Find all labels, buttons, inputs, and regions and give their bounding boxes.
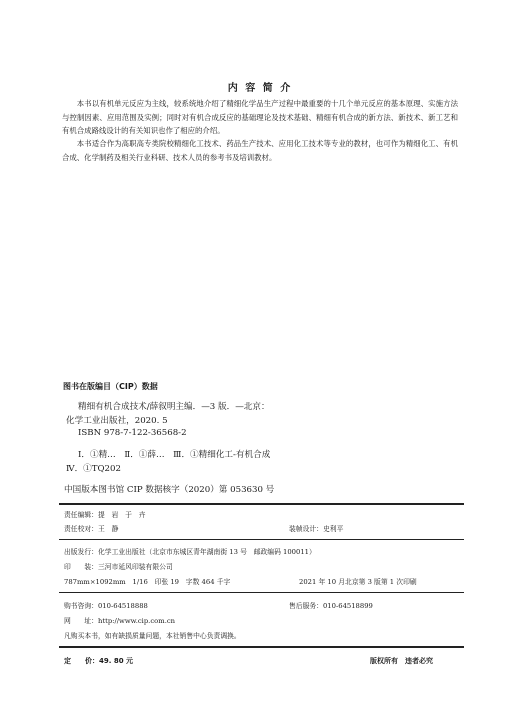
cip-record-number: 中国版本图书馆 CIP 数据核字（2020）第 053630 号	[64, 485, 275, 495]
proofreader-row	[64, 523, 118, 533]
divider-2	[59, 592, 464, 593]
cip-heading: 图书在版编目（CIP）数据	[63, 382, 158, 391]
website-row	[64, 615, 175, 625]
publisher-row	[64, 546, 316, 556]
editor-row	[64, 509, 146, 519]
price-value: 49. 80 元	[99, 657, 134, 665]
summary-paragraph-2: 本书适合作为高职高专类院校精细化工技术、药品生产技术、应用化工技术等专业的教材，也可作为精细化工、有机合成、化学制药及相关行业科研、技术人员的参考书及培训教材。	[62, 139, 458, 162]
price-row	[64, 656, 133, 666]
service-row	[289, 600, 373, 610]
divider-1	[59, 539, 464, 540]
designer-value: 史利平	[322, 525, 344, 533]
replacement-notice: 凡购买本书，如有缺损质量问题，本社销售中心负责调换。	[64, 632, 241, 640]
website-link: http://www.cip.com.cn	[97, 617, 176, 625]
purchase-row	[64, 600, 148, 610]
cip-isbn: ISBN 978-7-122-36568-2	[78, 428, 187, 438]
website-label: 网 址：	[64, 617, 98, 625]
editor-label: 责任编辑：	[64, 511, 98, 519]
printer-value: 三河市延风印装有限公司	[97, 563, 173, 571]
publisher-value: 化学工业出版社（北京市东城区青年湖南街 13 号 邮政编码 100011）	[97, 548, 316, 556]
designer-row	[289, 523, 343, 533]
purchase-label: 购书咨询：	[64, 602, 98, 610]
divider-thick-bottom	[59, 646, 464, 648]
service-value: 010-64518899	[322, 602, 373, 610]
proofreader-value: 王 静	[97, 525, 119, 533]
cip-line-2: 化学工业出版社，2020. 5	[66, 416, 168, 426]
publisher-label: 出版发行：	[64, 548, 98, 556]
printer-label: 印 装：	[64, 563, 98, 571]
editor-value: 提 岩 于 卉	[97, 511, 146, 519]
specs-text: 787mm×1092mm 1/16 印张 19 字数 464 千字	[64, 578, 231, 586]
cip-line-4: Ⅰ．①精… Ⅱ．①薛… Ⅲ．①精细化工-有机合成	[78, 450, 271, 460]
edition-text: 2021 年 10 月北京第 3 版第 1 次印刷	[299, 578, 417, 586]
purchase-value: 010-64518888	[97, 602, 148, 610]
printer-row	[64, 561, 173, 571]
cip-line-5: Ⅳ．①TQ202	[66, 464, 121, 474]
service-label: 售后服务：	[289, 602, 323, 610]
designer-label: 装帧设计：	[289, 525, 323, 533]
proofreader-label: 责任校对：	[64, 525, 98, 533]
cip-line-1: 精细有机合成技术/薛叙明主编．—3 版．—北京：	[78, 402, 270, 412]
summary-paragraph-1: 本书以有机单元反应为主线，较系统地介绍了精细化学品生产过程中最重要的十几个单元反应的基本原理、实施方法与控制因素、应用范围及实例；同时对有机合成反应的基础理论及技术基础、精细有机合成的新方法、新技术、新工艺和有机合成路线设计的有关知识也作了相应的介绍。	[62, 99, 458, 135]
content-summary-title: 内 容 简 介	[227, 83, 293, 94]
divider-thick-top	[59, 503, 464, 505]
copyright-notice: 版权所有 违者必究	[370, 657, 433, 665]
price-label: 定 价：	[64, 657, 99, 665]
